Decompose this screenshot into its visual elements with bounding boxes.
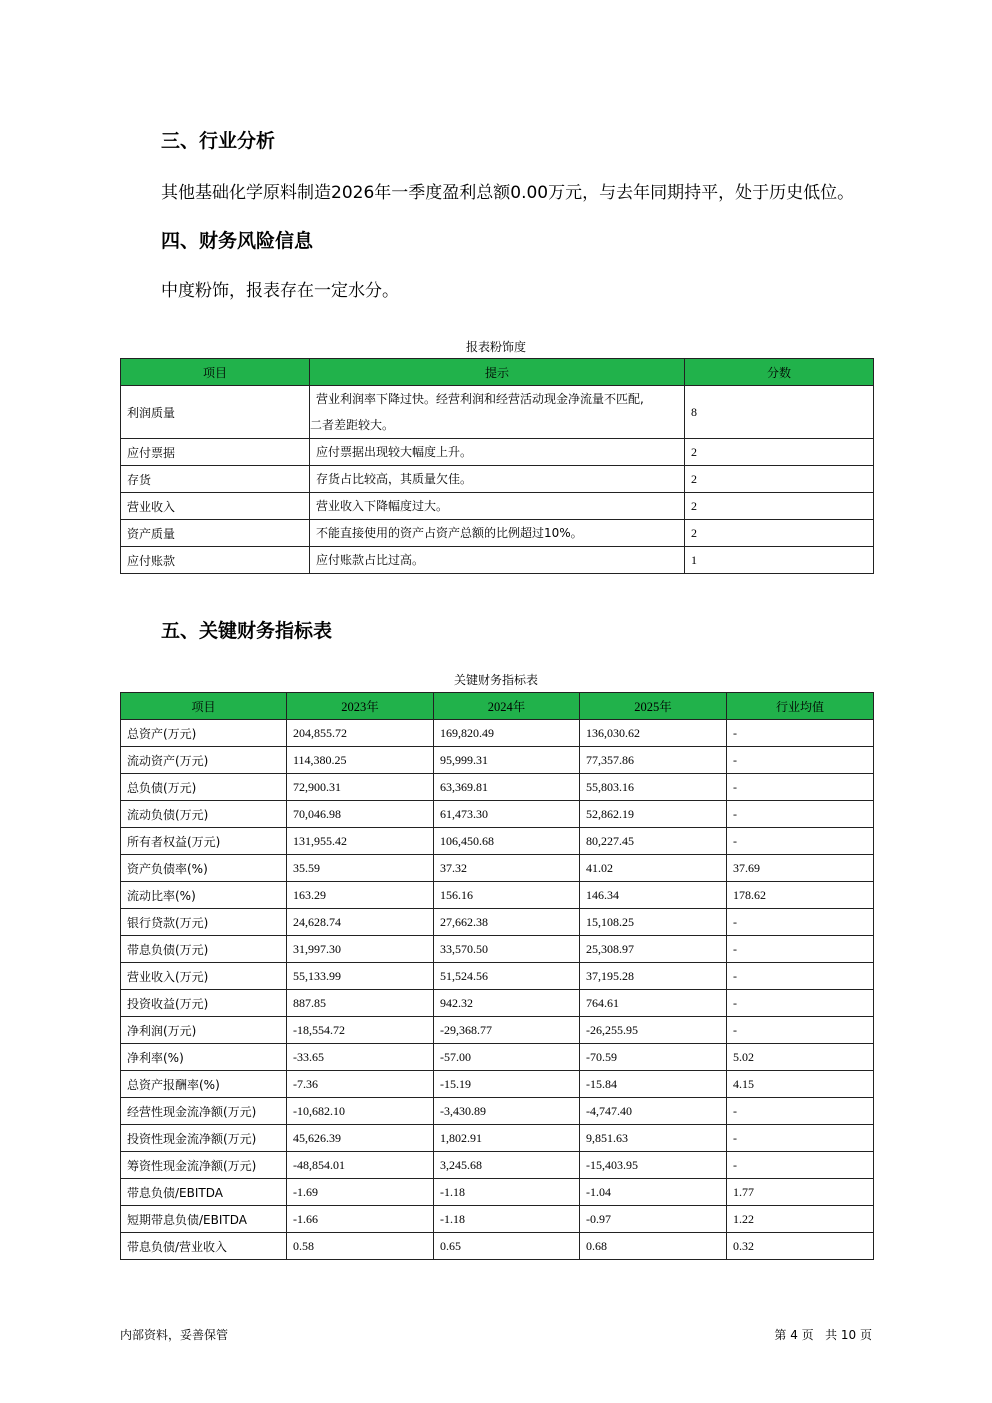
risk-hint: 应付账款占比过高。 [310, 547, 685, 574]
metric-value: -0.97 [580, 1206, 727, 1233]
metric-value: - [727, 1017, 874, 1044]
metric-value: 61,473.30 [434, 801, 580, 828]
industry-analysis-text: 其他基础化学原料制造2026年一季度盈利总额0.00万元，与去年同期持平，处于历史低位。 [161, 183, 855, 203]
metric-value: -57.00 [434, 1044, 580, 1071]
metric-value: -70.59 [580, 1044, 727, 1071]
metric-value: 80,227.45 [580, 828, 727, 855]
metric-value: - [727, 1098, 874, 1125]
table-row [121, 493, 874, 520]
metric-name: 总负债(万元) [121, 774, 287, 801]
metric-name: 总资产(万元) [121, 720, 287, 747]
metric-value: 52,862.19 [580, 801, 727, 828]
metric-value: -26,255.95 [580, 1017, 727, 1044]
metric-value: 204,855.72 [287, 720, 434, 747]
metric-value: 41.02 [580, 855, 727, 882]
metric-value: -33.65 [287, 1044, 434, 1071]
metric-value: 31,997.30 [287, 936, 434, 963]
metric-value: 887.85 [287, 990, 434, 1017]
header-cell: 2023年 [287, 693, 434, 720]
metric-name: 经营性现金流净额(万元) [121, 1098, 287, 1125]
metric-value: 5.02 [727, 1044, 874, 1071]
table-row [121, 936, 874, 963]
metric-value: 51,524.56 [434, 963, 580, 990]
risk-item: 存货 [121, 466, 310, 493]
metric-value: 37,195.28 [580, 963, 727, 990]
risk-summary-text: 中度粉饰，报表存在一定水分。 [161, 281, 399, 301]
metric-value: 1,802.91 [434, 1125, 580, 1152]
risk-hint: 不能直接使用的资产占资产总额的比例超过10%。 [310, 520, 685, 547]
key-metrics-table [120, 692, 874, 1260]
metric-value: - [727, 828, 874, 855]
metric-value: 0.68 [580, 1233, 727, 1260]
metric-value: 169,820.49 [434, 720, 580, 747]
table-row [121, 466, 874, 493]
metric-value: 0.65 [434, 1233, 580, 1260]
metric-value: 0.58 [287, 1233, 434, 1260]
metric-name: 投资性现金流净额(万元) [121, 1125, 287, 1152]
metric-value: 114,380.25 [287, 747, 434, 774]
metric-name: 流动负债(万元) [121, 801, 287, 828]
table-row [121, 547, 874, 574]
metric-name: 筹资性现金流净额(万元) [121, 1152, 287, 1179]
table-row [121, 1152, 874, 1179]
risk-score: 2 [685, 439, 874, 466]
table-row [121, 1125, 874, 1152]
metric-value: 163.29 [287, 882, 434, 909]
table-row [121, 855, 874, 882]
risk-table [120, 358, 874, 574]
risk-score: 2 [685, 520, 874, 547]
metric-value: - [727, 774, 874, 801]
risk-item: 应付票据 [121, 439, 310, 466]
metric-value: -18,554.72 [287, 1017, 434, 1044]
table-row [121, 1233, 874, 1260]
metric-value: 70,046.98 [287, 801, 434, 828]
metric-value: 45,626.39 [287, 1125, 434, 1152]
footer-page-number: 第 4 页 共 10 页 [774, 1328, 872, 1342]
metric-value: -4,747.40 [580, 1098, 727, 1125]
metric-value: -1.04 [580, 1179, 727, 1206]
metric-value: 72,900.31 [287, 774, 434, 801]
metric-value: 95,999.31 [434, 747, 580, 774]
metric-value: - [727, 1125, 874, 1152]
fin-table-caption: 关键财务指标表 [453, 673, 538, 687]
table-row [121, 439, 874, 466]
metric-value: -10,682.10 [287, 1098, 434, 1125]
metric-value: 35.59 [287, 855, 434, 882]
risk-hint: 存货占比较高，其质量欠佳。 [310, 466, 685, 493]
table-row [121, 1044, 874, 1071]
metric-value: 37.32 [434, 855, 580, 882]
metric-value: - [727, 963, 874, 990]
table-row [121, 386, 874, 439]
section-heading-key-metrics: 五、关键财务指标表 [161, 620, 333, 642]
table-row [121, 828, 874, 855]
risk-hint: 应付票据出现较大幅度上升。 [310, 439, 685, 466]
metric-value: - [727, 936, 874, 963]
table-row [121, 720, 874, 747]
header-cell: 提示 [310, 359, 685, 386]
table-row [121, 1071, 874, 1098]
metric-value: 24,628.74 [287, 909, 434, 936]
metric-name: 净利率(%) [121, 1044, 287, 1071]
header-cell: 项目 [121, 693, 287, 720]
metric-name: 投资收益(万元) [121, 990, 287, 1017]
table-row [121, 774, 874, 801]
section-heading-risk: 四、财务风险信息 [161, 230, 314, 252]
metric-name: 银行贷款(万元) [121, 909, 287, 936]
metric-value: 156.16 [434, 882, 580, 909]
metric-value: 27,662.38 [434, 909, 580, 936]
metric-value: 55,803.16 [580, 774, 727, 801]
metric-value: - [727, 1152, 874, 1179]
metric-value: - [727, 909, 874, 936]
metric-name: 带息负债/EBITDA [121, 1179, 287, 1206]
metric-value: 106,450.68 [434, 828, 580, 855]
risk-hint-line: 营业利润率下降过快。经营利润和经营活动现金净流量不匹配, [316, 392, 644, 406]
metric-name: 流动比率(%) [121, 882, 287, 909]
metric-value: -29,368.77 [434, 1017, 580, 1044]
table-row [121, 1098, 874, 1125]
metric-value: 131,955.42 [287, 828, 434, 855]
metric-value: 178.62 [727, 882, 874, 909]
metric-value: - [727, 801, 874, 828]
table-row [121, 882, 874, 909]
metric-value: -1.69 [287, 1179, 434, 1206]
metric-value: 1.22 [727, 1206, 874, 1233]
risk-score: 1 [685, 547, 874, 574]
header-cell: 项目 [121, 359, 310, 386]
metric-name: 总资产报酬率(%) [121, 1071, 287, 1098]
metric-value: 33,570.50 [434, 936, 580, 963]
metric-value: 146.34 [580, 882, 727, 909]
risk-score: 2 [685, 466, 874, 493]
metric-value: 136,030.62 [580, 720, 727, 747]
table-row [121, 801, 874, 828]
risk-table-caption: 报表粉饰度 [465, 340, 526, 354]
risk-score: 2 [685, 493, 874, 520]
metric-name: 资产负债率(%) [121, 855, 287, 882]
metric-name: 营业收入(万元) [121, 963, 287, 990]
metric-value: 63,369.81 [434, 774, 580, 801]
metric-value: - [727, 720, 874, 747]
section-heading-industry: 三、行业分析 [161, 130, 276, 152]
table-row [121, 1017, 874, 1044]
metric-value: 15,108.25 [580, 909, 727, 936]
table-row [121, 747, 874, 774]
fin-table-header [121, 693, 874, 720]
metric-value: -15.84 [580, 1071, 727, 1098]
metric-name: 带息负债/营业收入 [121, 1233, 287, 1260]
risk-hint: 营业收入下降幅度过大。 [310, 493, 685, 520]
metric-name: 带息负债(万元) [121, 936, 287, 963]
metric-value: -1.66 [287, 1206, 434, 1233]
header-cell: 2024年 [434, 693, 580, 720]
metric-value: -1.18 [434, 1179, 580, 1206]
metric-name: 净利润(万元) [121, 1017, 287, 1044]
header-cell: 行业均值 [727, 693, 874, 720]
metric-value: 3,245.68 [434, 1152, 580, 1179]
metric-value: 1.77 [727, 1179, 874, 1206]
footer-left-note: 内部资料，妥善保管 [120, 1328, 229, 1342]
metric-name: 所有者权益(万元) [121, 828, 287, 855]
table-row [121, 909, 874, 936]
table-row [121, 1179, 874, 1206]
metric-value: -48,854.01 [287, 1152, 434, 1179]
risk-hint [310, 386, 685, 439]
header-cell: 分数 [685, 359, 874, 386]
risk-table-header [121, 359, 874, 386]
risk-hint-line: 二者差距较大。 [310, 418, 395, 432]
metric-value: -3,430.89 [434, 1098, 580, 1125]
risk-item: 资产质量 [121, 520, 310, 547]
metric-value: - [727, 747, 874, 774]
metric-value: 9,851.63 [580, 1125, 727, 1152]
metric-value: 4.15 [727, 1071, 874, 1098]
metric-value: -7.36 [287, 1071, 434, 1098]
metric-value: -15.19 [434, 1071, 580, 1098]
table-row [121, 990, 874, 1017]
metric-value: 764.61 [580, 990, 727, 1017]
header-cell: 2025年 [580, 693, 727, 720]
table-row [121, 1206, 874, 1233]
metric-name: 流动资产(万元) [121, 747, 287, 774]
risk-item: 应付账款 [121, 547, 310, 574]
metric-value: -15,403.95 [580, 1152, 727, 1179]
risk-item: 营业收入 [121, 493, 310, 520]
metric-value: 37.69 [727, 855, 874, 882]
metric-name: 短期带息负债/EBITDA [121, 1206, 287, 1233]
risk-score: 8 [685, 386, 874, 439]
metric-value: 942.32 [434, 990, 580, 1017]
metric-value: 77,357.86 [580, 747, 727, 774]
metric-value: 55,133.99 [287, 963, 434, 990]
risk-item: 利润质量 [121, 386, 310, 439]
metric-value: - [727, 990, 874, 1017]
metric-value: -1.18 [434, 1206, 580, 1233]
metric-value: 0.32 [727, 1233, 874, 1260]
table-row [121, 963, 874, 990]
table-row [121, 520, 874, 547]
metric-value: 25,308.97 [580, 936, 727, 963]
